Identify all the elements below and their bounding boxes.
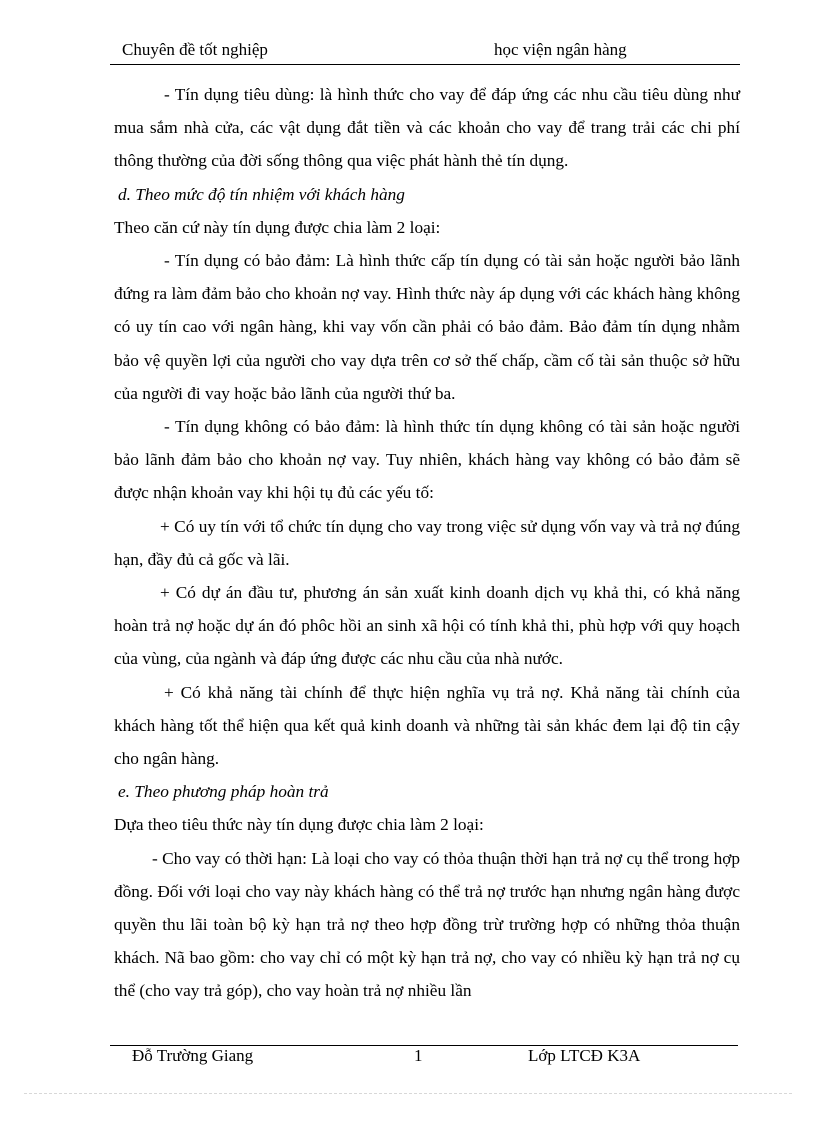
paragraph-secured-credit: - Tín dụng có bảo đảm: Là hình thức cấp tín dụng có tài sản hoặc người bảo lãnh đứng ra làm đảm bảo cho khoản nợ vay. Hình thức này áp dụng với các khách hàng không có uy tín cao với ngân hàng, khi vay vốn cần phải có bảo đảm. Bảo đảm tín dụng nhằm bảo vệ quyền lợi của người cho vay dựa trên cơ sở thế chấp, cầm cố tài sản thuộc sở hữu của người đi vay hoặc bảo lãnh của người thứ ba.: [114, 251, 740, 403]
page-bottom-edge: [24, 1093, 792, 1094]
header-title-left: Chuyên đề tốt nghiệp: [122, 40, 268, 59]
paragraph-unsecured-credit: - Tín dụng không có bảo đảm: là hình thức tín dụng không có tài sản hoặc người bảo lãnh đảm bảo cho khoản nợ vay. Tuy nhiên, khách hàng vay không có bảo đảm sẽ được nhận khoản vay khi hội tụ đủ các yếu tố:: [114, 417, 740, 503]
paragraph-condition-reputation: + Có uy tín với tổ chức tín dụng cho vay trong việc sử dụng vốn vay và trả nợ đúng hạn, đầy đủ cả gốc và lãi.: [114, 516, 740, 569]
paragraph-repayment-intro: Dựa theo tiêu thức này tín dụng được chia làm 2 loại:: [114, 815, 484, 835]
section-heading-e: e. Theo phương pháp hoàn trả: [118, 782, 329, 802]
document-body: [114, 78, 740, 1008]
paragraph-condition-finance: + Có khả năng tài chính để thực hiện nghĩa vụ trả nợ. Khả năng tài chính của khách hàng tốt thể hiện qua kết quả kinh doanh và những tài sản khác đem lại độ tin cậy cho ngân hàng.: [114, 682, 740, 769]
header-title-right: học viện ngân hàng: [494, 40, 627, 59]
footer-class: Lớp LTCĐ K3A: [528, 1046, 641, 1065]
paragraph-classification-intro: Theo căn cứ này tín dụng được chia làm 2 loại:: [114, 217, 441, 237]
paragraph-term-loan: - Cho vay có thời hạn: Là loại cho vay có thỏa thuận thời hạn trả nợ cụ thể trong hợp đồng. Đối với loại cho vay này khách hàng có thể trả nợ trước hạn nhưng ngân hàng được quyền thu lãi toàn bộ kỳ hạn trả nợ theo hợp đồng trừ trường hợp có những thỏa thuận khách. Nã bao gồm: cho vay chỉ có một kỳ hạn trả nợ, cho vay có nhiều kỳ hạn trả nợ cụ thể (cho vay trả góp), cho vay hoàn trả nợ nhiều lần: [114, 848, 740, 1001]
page-header: [110, 36, 740, 65]
paragraph-consumer-credit: - Tín dụng tiêu dùng: là hình thức cho vay để đáp ứng các nhu cầu tiêu dùng như mua sắm nhà cửa, các vật dụng đắt tiền và các khoản cho vay để trang trải các chi phí thông thường của đời sống thông qua việc phát hành thẻ tín dụng.: [114, 85, 740, 171]
footer-page-number: 1: [414, 1046, 423, 1065]
paragraph-condition-project: + Có dự án đầu tư, phương án sản xuất kinh doanh dịch vụ khả thi, có khả năng hoàn trả nợ hoặc dự án đó phôc hồi an sinh xã hội có tính khả thi, phù hợp với quy hoạch của vùng, của ngành và đáp ứng được các nhu cầu của nhà nước.: [114, 583, 740, 669]
section-heading-d: d. Theo mức độ tín nhiệm với khách hàng: [118, 184, 405, 204]
footer-author: Đỗ Trường Giang: [132, 1046, 254, 1065]
